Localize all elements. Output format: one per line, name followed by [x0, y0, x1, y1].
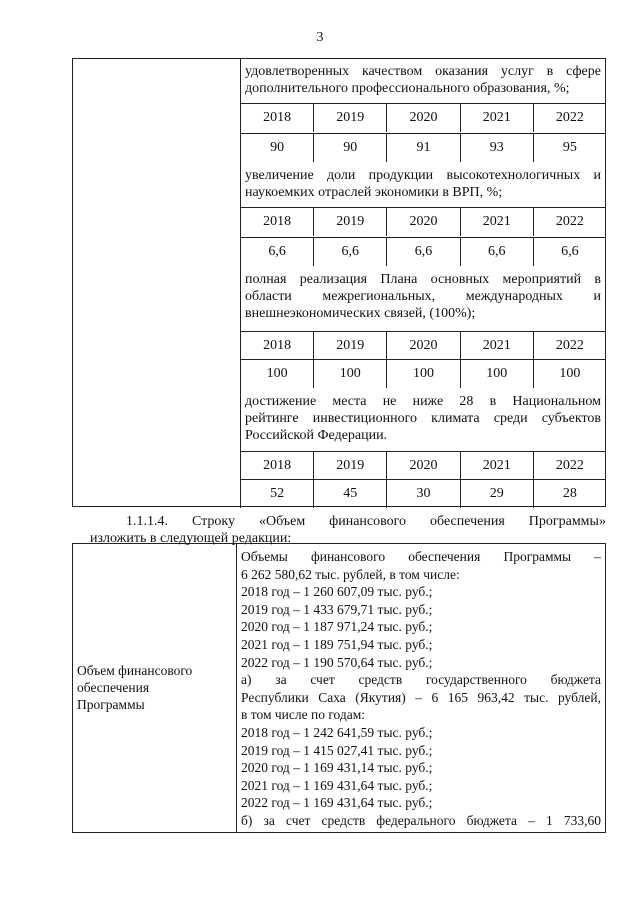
year-cell: 2019 — [313, 208, 386, 236]
value-cell: 90 — [313, 134, 386, 162]
value-cell: 52 — [240, 480, 313, 508]
financing-line: 2018 год – 1 260 607,09 тыс. руб.; — [241, 584, 433, 600]
value-cell: 6,6 — [313, 238, 386, 266]
indicator-years-row — [240, 103, 606, 132]
financing-line: 2022 год – 1 169 431,64 тыс. руб.; — [241, 795, 433, 811]
instruction-word: 1.1.1.4. — [126, 514, 168, 529]
value-cell: 100 — [533, 360, 606, 388]
value-cell: 6,6 — [240, 238, 313, 266]
year-cell: 2020 — [386, 452, 459, 480]
indicator-text — [245, 393, 601, 444]
year-cell: 2019 — [313, 452, 386, 480]
year-cell: 2020 — [386, 332, 459, 360]
indicator-text-line: дополнительного профессионального образования, %; — [245, 81, 570, 96]
instruction-word: финансового — [329, 514, 407, 529]
value-cell: 100 — [313, 360, 386, 388]
year-cell: 2020 — [386, 104, 459, 132]
financing-line: 2020 год – 1 187 971,24 тыс. руб.; — [241, 619, 433, 635]
value-cell: 93 — [460, 134, 533, 162]
financing-line: в том числе по годам: — [241, 707, 366, 723]
page-number: 3 — [316, 30, 324, 45]
financing-line: Республики Саха (Якутия) – 6 165 963,42 тыс. рублей, — [241, 689, 601, 705]
indicator-years-row — [240, 207, 606, 236]
indicator-text-line: рейтинге инвестиционного климата среди субъектов — [245, 411, 601, 426]
year-cell: 2022 — [533, 208, 606, 236]
financing-line: 2020 год – 1 169 431,14 тыс. руб.; — [241, 760, 433, 776]
value-cell: 100 — [460, 360, 533, 388]
indicator-years-row — [240, 331, 606, 360]
financing-line: а) за счет средств государственного бюджета — [241, 672, 601, 688]
financing-line: 2021 год – 1 169 431,64 тыс. руб.; — [241, 777, 433, 793]
instruction-word: «Объем — [258, 514, 306, 529]
year-cell: 2019 — [313, 332, 386, 360]
instruction-line-2: изложить в следующей редакции: — [90, 531, 292, 546]
indicators-empty-column — [72, 58, 240, 507]
indicator-text-line: удовлетворенных качеством оказания услуг в сфере — [245, 64, 601, 79]
instruction-word: Строку — [191, 514, 236, 529]
financing-line: 2021 год – 1 189 751,94 тыс. руб.; — [241, 637, 433, 652]
financing-value-cell — [237, 544, 605, 832]
financing-line: 2022 год – 1 190 570,64 тыс. руб.; — [241, 654, 433, 670]
value-cell: 95 — [533, 134, 606, 162]
financing-line: 2018 год – 1 242 641,59 тыс. руб.; — [241, 725, 433, 740]
year-cell: 2018 — [240, 208, 313, 236]
financing-line: б) за счет средств федерального бюджета – 1 733,60 — [241, 813, 601, 828]
indicator-values-row — [240, 479, 606, 508]
indicator-text — [245, 271, 601, 322]
indicator-text — [245, 63, 601, 97]
year-cell: 2022 — [533, 332, 606, 360]
value-cell: 6,6 — [386, 238, 459, 266]
year-cell: 2022 — [533, 452, 606, 480]
year-cell: 2021 — [460, 104, 533, 132]
indicators-column — [240, 58, 606, 507]
indicator-text-line: полная реализация Плана основных мероприятий в — [245, 272, 601, 287]
year-cell: 2019 — [313, 104, 386, 132]
indicator-text-line: Российской Федерации. — [245, 428, 388, 443]
value-cell: 90 — [240, 134, 313, 162]
financing-line: 2019 год – 1 415 027,41 тыс. руб.; — [241, 742, 433, 758]
indicators-table — [72, 58, 606, 507]
indicator-values-row — [240, 133, 606, 162]
year-cell: 2018 — [240, 332, 313, 360]
instruction-word: Программы» — [528, 514, 606, 529]
financing-label-cell — [73, 544, 237, 832]
value-cell: 6,6 — [460, 238, 533, 266]
indicator-values-row — [240, 237, 606, 266]
indicator-text-line: увеличение доли продукции высокотехнологичных и — [245, 168, 601, 183]
financing-line: 2019 год – 1 433 679,71 тыс. руб.; — [241, 601, 433, 617]
year-cell: 2021 — [460, 208, 533, 236]
value-cell: 6,6 — [533, 238, 606, 266]
value-cell: 28 — [533, 480, 606, 508]
indicator-text-line: области межрегиональных, международных и — [245, 289, 601, 304]
indicator-text-line: внешнеэкономических связей, (100%); — [245, 306, 476, 321]
year-cell: 2021 — [460, 452, 533, 480]
value-cell: 29 — [460, 480, 533, 508]
year-cell: 2022 — [533, 104, 606, 132]
financing-line: Объемы финансового обеспечения Программы – — [241, 549, 601, 564]
indicator-text-line: наукоемких отраслей экономики в ВРП, %; — [245, 185, 503, 200]
year-cell: 2020 — [386, 208, 459, 236]
year-cell: 2018 — [240, 452, 313, 480]
value-cell: 45 — [313, 480, 386, 508]
value-cell: 100 — [386, 360, 459, 388]
value-cell: 100 — [240, 360, 313, 388]
year-cell: 2018 — [240, 104, 313, 132]
value-cell: 91 — [386, 134, 459, 162]
indicator-text-line: достижение места не ниже 28 в Национальном — [245, 394, 601, 409]
indicator-text — [245, 167, 601, 201]
instruction-word: обеспечения — [430, 514, 505, 529]
instruction-paragraph — [90, 513, 606, 547]
financing-label — [77, 662, 192, 713]
financing-table — [72, 543, 606, 833]
financing-label-line: Программы — [77, 697, 145, 712]
indicator-years-row — [240, 451, 606, 480]
year-cell: 2021 — [460, 332, 533, 360]
indicator-values-row — [240, 359, 606, 388]
financing-label-line: Объем финансового — [77, 663, 193, 678]
financing-line: 6 262 580,62 тыс. рублей, в том числе: — [241, 566, 460, 582]
financing-label-line: обеспечения — [77, 680, 150, 695]
value-cell: 30 — [386, 480, 459, 508]
